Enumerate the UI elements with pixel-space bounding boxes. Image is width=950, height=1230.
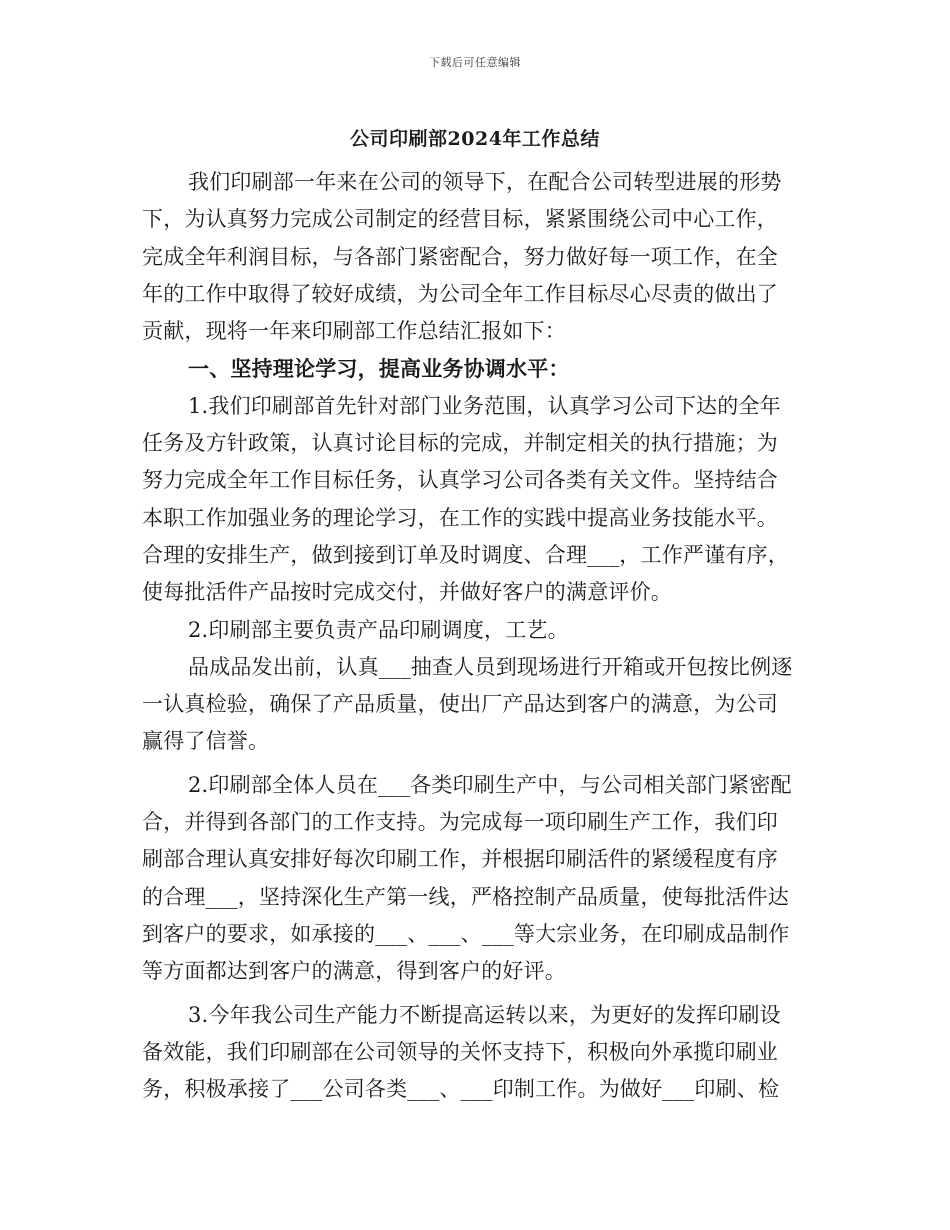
paragraph-intro-line: 我们印刷部一年来在公司的领导下，在配合公司转型进展的形势 bbox=[188, 170, 782, 194]
paragraph-3-line: 赢得了信誉。 bbox=[142, 729, 270, 754]
header-note: 下载后可任意编辑 bbox=[429, 56, 521, 69]
paragraph-3-line: 品成品发出前，认真___抽查人员到现场进行开箱或开包按比例逐 bbox=[188, 654, 793, 679]
paragraph-intro-line: 年的工作中取得了较好成绩，为公司全年工作目标尽心尽责的做出了 bbox=[142, 281, 778, 306]
paragraph-4-line: 合，并得到各部门的工作支持。为完成每一项印刷生产工作，我们印 bbox=[142, 810, 778, 835]
paragraph-1-line: 本职工作加强业务的理论学习，在工作的实践中提高业务技能水平。 bbox=[142, 505, 778, 530]
paragraph-4-line: 的合理___，坚持深化生产第一线，严格控制产品质量，使每批活件达 bbox=[142, 884, 789, 909]
paragraph-5-line: 务，积极承接了___公司各类___、___印制工作。为做好___印刷、检 bbox=[142, 1077, 780, 1102]
paragraph-1-line: 使每批活件产品按时完成交付，并做好客户的满意评价。 bbox=[142, 580, 672, 605]
paragraph-1-line: 1.我们印刷部首先针对部门业务范围，认真学习公司下达的全年 bbox=[188, 393, 781, 418]
paragraph-intro-line: 贡献，现将一年来印刷部工作总结汇报如下： bbox=[142, 319, 566, 344]
paragraph-3-line: 一认真检验，确保了产品质量，使出厂产品达到客户的满意，为公司 bbox=[142, 692, 778, 717]
paragraph-5-line: 备效能，我们印刷部在公司领导的关怀支持下，积极向外承揽印刷业 bbox=[142, 1039, 778, 1064]
paragraph-4-line: 到客户的要求，如承接的___、___、___等大宗业务，在印刷成品制作 bbox=[142, 921, 790, 946]
paragraph-1-line: 努力完成全年工作目标任务，认真学习公司各类有关文件。坚持结合 bbox=[142, 468, 778, 493]
paragraph-intro-line: 下，为认真努力完成公司制定的经营目标，紧紧围绕公司中心工作， bbox=[142, 207, 778, 232]
paragraph-2-line: 2.印刷部主要负责产品印刷调度，工艺。 bbox=[188, 617, 569, 642]
paragraph-1-line: 合理的安排生产，做到接到订单及时调度、合理___，工作严谨有序， bbox=[142, 542, 789, 567]
paragraph-1-line: 任务及方针政策，认真讨论目标的完成，并制定相关的执行措施；为 bbox=[142, 431, 778, 456]
paragraph-4-line: 刷部合理认真安排好每次印刷工作，并根据印刷活件的紧缓程度有序 bbox=[142, 847, 778, 872]
paragraph-intro-line: 完成全年利润目标，与各部门紧密配合，努力做好每一项工作，在全 bbox=[142, 244, 778, 269]
paragraph-4-line: 2.印刷部全体人员在___各类印刷生产中，与公司相关部门紧密配 bbox=[188, 772, 792, 797]
section-heading: 一、坚持理论学习，提高业务协调水平： bbox=[188, 356, 570, 382]
paragraph-5-line: 3.今年我公司生产能力不断提高运转以来，为更好的发挥印刷设 bbox=[188, 1002, 781, 1027]
paragraph-4-line: 等方面都达到客户的满意，得到客户的好评。 bbox=[142, 959, 566, 984]
document-body bbox=[142, 164, 810, 1108]
document-title: 公司印刷部2024年工作总结 bbox=[350, 128, 600, 150]
